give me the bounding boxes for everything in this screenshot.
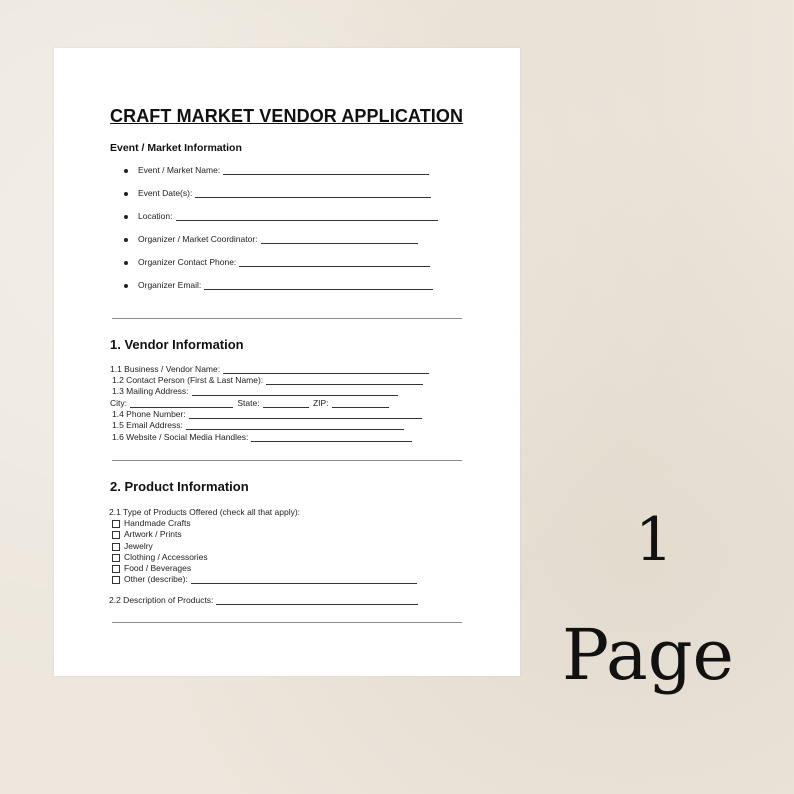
bullet-icon: [124, 169, 128, 173]
blank-line[interactable]: [204, 280, 433, 290]
application-page: [54, 48, 520, 676]
bullet-icon: [124, 192, 128, 196]
checkbox-icon[interactable]: [112, 531, 120, 539]
document-title: CRAFT MARKET VENDOR APPLICATION: [110, 106, 464, 126]
email-field: 1.5 Email Address:: [112, 420, 404, 430]
organizer-email-field: Organizer Email:: [124, 280, 433, 290]
blank-line[interactable]: [251, 432, 412, 442]
event-name-field: Event / Market Name:: [124, 165, 429, 175]
blank-line[interactable]: [130, 398, 233, 408]
blank-line[interactable]: [195, 188, 431, 198]
blank-line[interactable]: [332, 398, 389, 408]
blank-line[interactable]: [189, 409, 422, 419]
option-food-beverages[interactable]: Food / Beverages: [112, 563, 191, 573]
organizer-phone-field: Organizer Contact Phone:: [124, 257, 430, 267]
page-count-number: 1: [635, 505, 674, 575]
vendor-section-heading: 1. Vendor Information: [110, 337, 244, 352]
checkbox-icon[interactable]: [112, 543, 120, 551]
phone-field: 1.4 Phone Number:: [112, 409, 422, 419]
checkbox-icon[interactable]: [112, 565, 120, 573]
mailing-address-field: 1.3 Mailing Address:: [112, 386, 398, 396]
product-description-field: 2.2 Description of Products:: [109, 595, 418, 605]
event-dates-field: Event Date(s):: [124, 188, 431, 198]
checkbox-icon[interactable]: [112, 554, 120, 562]
contact-person-field: 1.2 Contact Person (First & Last Name):: [112, 375, 423, 385]
option-clothing-accessories[interactable]: Clothing / Accessories: [112, 552, 208, 562]
blank-line[interactable]: [263, 398, 309, 408]
bullet-icon: [124, 215, 128, 219]
blank-line[interactable]: [266, 375, 423, 385]
section-divider: [112, 622, 462, 623]
option-other[interactable]: Other (describe):: [112, 574, 417, 584]
section-divider: [112, 460, 462, 461]
blank-line[interactable]: [239, 257, 430, 267]
event-section-heading: Event / Market Information: [110, 142, 242, 154]
city-state-zip-field: City: State: ZIP:: [110, 398, 389, 408]
option-jewelry[interactable]: Jewelry: [112, 541, 153, 551]
organizer-field: Organizer / Market Coordinator:: [124, 234, 418, 244]
checkbox-icon[interactable]: [112, 576, 120, 584]
blank-line[interactable]: [186, 420, 404, 430]
blank-line[interactable]: [192, 386, 398, 396]
bullet-icon: [124, 284, 128, 288]
option-artwork-prints[interactable]: Artwork / Prints: [112, 529, 182, 539]
bullet-icon: [124, 238, 128, 242]
option-handmade-crafts[interactable]: Handmade Crafts: [112, 518, 191, 528]
website-field: 1.6 Website / Social Media Handles:: [112, 432, 412, 442]
bullet-icon: [124, 261, 128, 265]
blank-line[interactable]: [223, 364, 429, 374]
location-field: Location:: [124, 211, 438, 221]
blank-line[interactable]: [176, 211, 438, 221]
product-section-heading: 2. Product Information: [110, 479, 249, 494]
section-divider: [112, 318, 462, 319]
blank-line[interactable]: [261, 234, 418, 244]
blank-line[interactable]: [216, 595, 418, 605]
page-count-word: Page: [562, 614, 734, 696]
product-types-label: 2.1 Type of Products Offered (check all that apply):: [109, 507, 301, 517]
blank-line[interactable]: [223, 165, 429, 175]
blank-line[interactable]: [191, 574, 417, 584]
checkbox-icon[interactable]: [112, 520, 120, 528]
business-name-field: 1.1 Business / Vendor Name:: [110, 364, 429, 374]
